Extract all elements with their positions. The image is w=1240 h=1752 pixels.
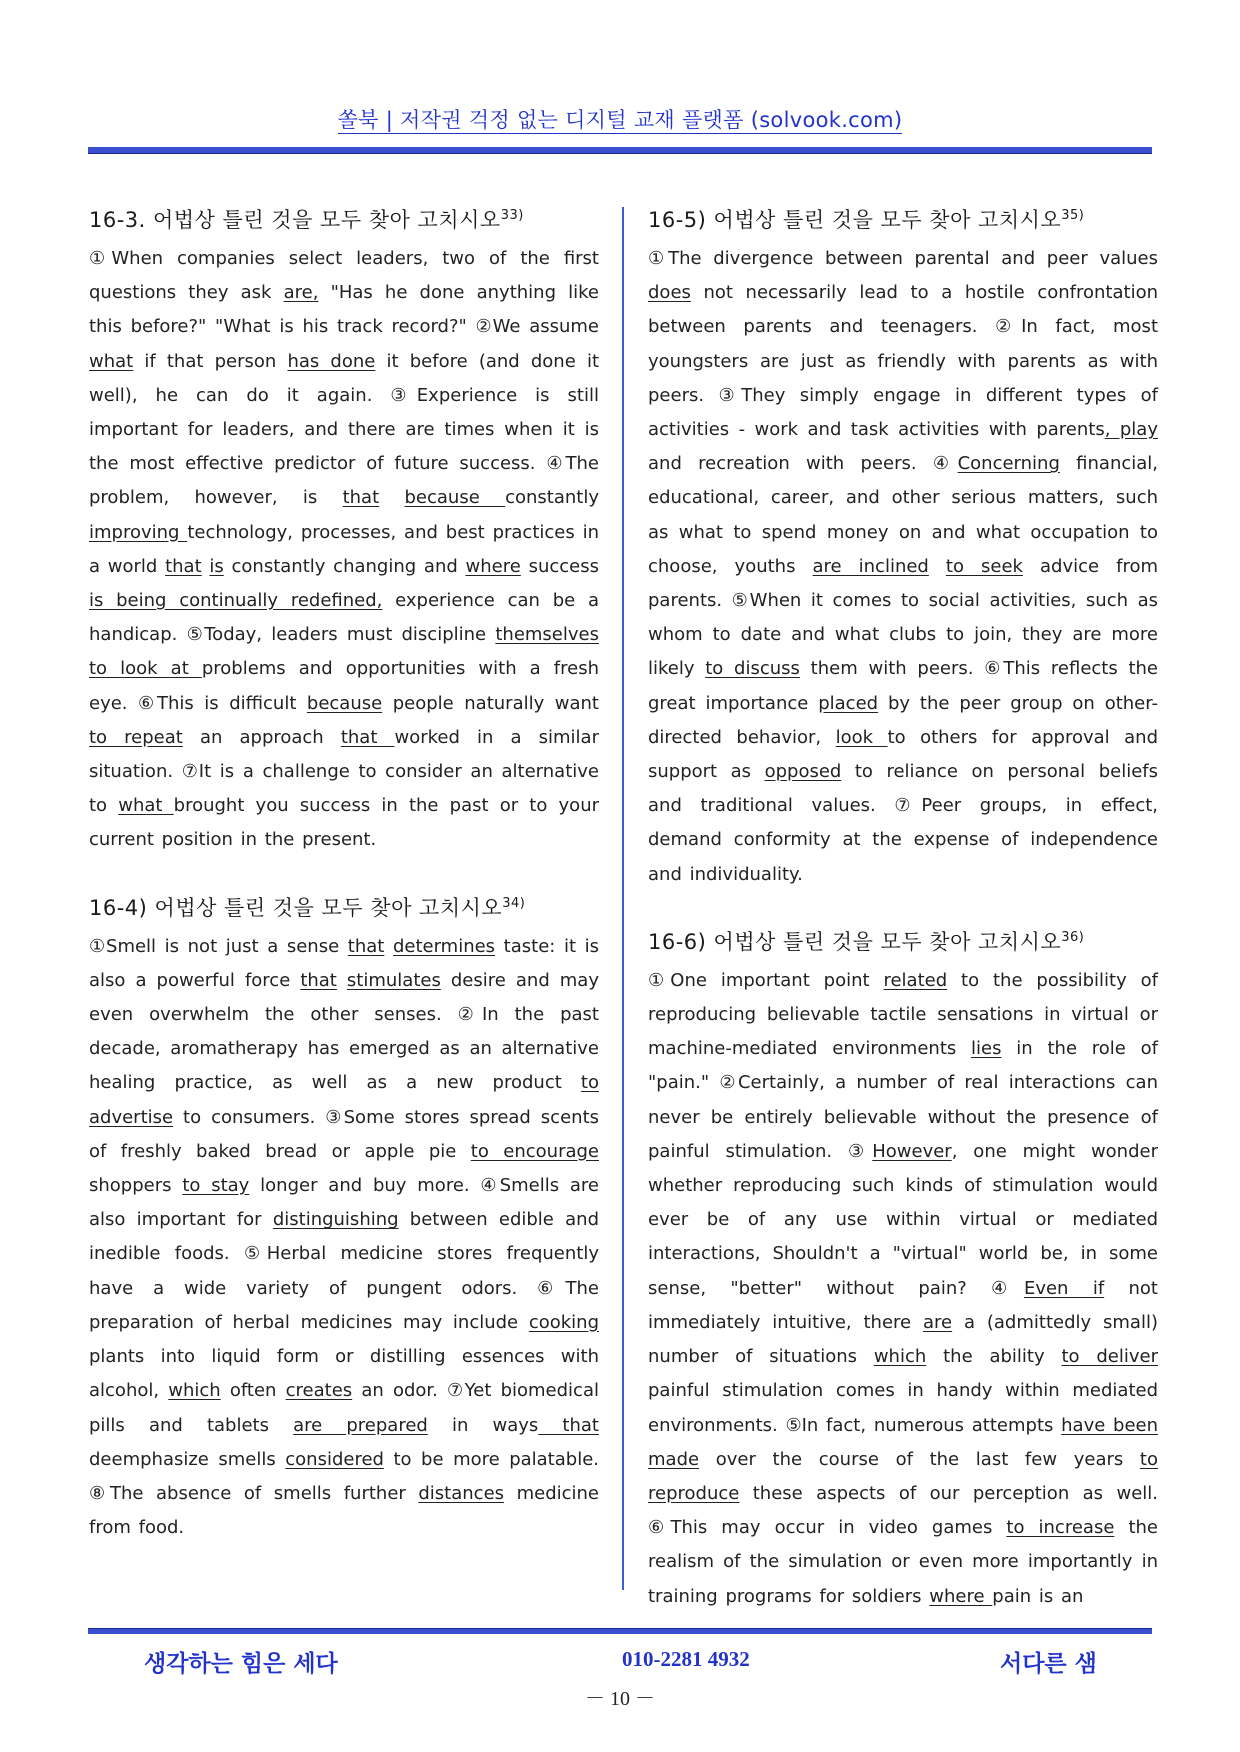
bottom-rule <box>88 1628 1152 1634</box>
text-run: deemphasize smells <box>89 1448 286 1470</box>
underlined-phrase: creates <box>285 1380 353 1402</box>
text-run: not necessarily lead to a hostile confrontation between parents and teenagers. ②In fact, most youngsters are just as friendly with parents as with peers. ③They simply engage in different types of activities - work and task activities with parents <box>648 282 1158 441</box>
underlined-phrase: to increase <box>1006 1517 1115 1539</box>
text-run: often <box>220 1380 286 1402</box>
text-run: brought you success in the past or to your current position in the present. <box>89 795 599 851</box>
underlined-phrase: to seek <box>945 555 1023 577</box>
question-title-16-4: 16-4) 어법상 틀린 것을 모두 찾아 고치시오$^{34)}$ <box>89 895 526 920</box>
text-run: worked in a similar situation. ⑦It is a challenge to consider an alternative to <box>89 726 599 817</box>
text-run: people naturally want <box>382 692 599 714</box>
underlined-phrase: distinguishing <box>272 1209 399 1231</box>
text-run: experience can be a handicap. ⑤Today, leaders must discipline <box>89 590 599 646</box>
text-run: these aspects of our perception as well. ⑥This may occur in video games <box>648 1482 1158 1539</box>
question-title-16-6: 16-6) 어법상 틀린 것을 모두 찾아 고치시오$^{36)}$ <box>648 929 1085 954</box>
header-link-text[interactable]: 쏠북 | 저작권 걱정 없는 디지털 교재 플랫폼 (solvook.com) <box>337 108 903 132</box>
text-run: to the possibility of reproducing believable tactile sensations in virtual or machine-mediated environments <box>648 969 1158 1060</box>
underlined-phrase: Even if <box>1023 1277 1105 1299</box>
underlined-phrase: are prepared <box>293 1414 428 1436</box>
footnote-ref: 36) <box>1061 929 1085 945</box>
page-number: － 10 － <box>585 1688 655 1710</box>
text-run: in the role of "pain." ②Certainly, a number of real interactions can never be entirely believable without the presence of painful stimulation. ③ <box>648 1038 1159 1162</box>
text-run: not immediately intuitive, there <box>648 1277 1158 1333</box>
underlined-phrase: that <box>340 726 395 748</box>
text-run: technology, processes, and best practices in a world <box>89 521 599 577</box>
text-run: and recreation with peers. ④ <box>648 453 958 475</box>
right-column <box>648 200 1158 1644</box>
text-run: painful stimulation comes in handy within mediated environments. ⑤In fact, numerous attempts <box>648 1380 1158 1436</box>
underlined-phrase: cooking <box>528 1311 599 1333</box>
underlined-phrase: to advertise <box>89 1072 599 1128</box>
text-run: a (admittedly small) number of situations <box>648 1311 1158 1368</box>
underlined-phrase: to repeat <box>89 726 183 748</box>
text-run: to reliance on personal beliefs and traditional values. ⑦Peer groups, in effect, demand conformity at the expense of independence and individuality. <box>648 761 1158 885</box>
question-body-16-5 <box>648 242 1158 892</box>
footer <box>0 1645 1240 1685</box>
underlined-phrase: which <box>873 1346 927 1368</box>
text-run: it before (and done it well), he can do it again. ③Experience is still important for leaders, and there are times when it is the most effective predictor of future success. ④The problem, however, is <box>89 350 600 509</box>
underlined-phrase: to encourage <box>470 1140 599 1162</box>
text-run: over the course of the last few years <box>699 1448 1140 1470</box>
header-link[interactable] <box>0 104 1240 134</box>
text-run: medicine from food. <box>89 1482 600 1539</box>
underlined-phrase: determines <box>392 935 496 957</box>
text-run: an odor. ⑦Yet biomedical pills and tablets <box>89 1380 599 1436</box>
underlined-phrase: related <box>883 969 948 991</box>
text-run: financial, educational, career, and other serious matters, such as what to spend money on and what occupation to choose, youths <box>648 453 1159 577</box>
question-title-16-3: 16-3. 어법상 틀린 것을 모두 찾아 고치시오$^{33)}$ <box>89 208 524 232</box>
text-run: plants into liquid form or distilling essences with alcohol, <box>89 1346 599 1402</box>
underlined-phrase: have been made <box>648 1414 1158 1470</box>
underlined-phrase: distances <box>418 1482 505 1504</box>
question-body-16-4 <box>89 930 599 1546</box>
underlined-phrase: which <box>168 1380 221 1402</box>
text-run: pain is an <box>992 1585 1084 1607</box>
underlined-phrase: considered <box>285 1448 384 1470</box>
text-run: ①When companies select leaders, two of the first questions they ask <box>89 248 599 304</box>
column-divider <box>622 207 624 1590</box>
text-run: advice from parents. ⑤When it comes to social activities, such as whom to date and what clubs to join, they are more likely <box>648 555 1159 680</box>
underlined-phrase: improving <box>89 521 188 543</box>
underlined-phrase: , play <box>1104 419 1158 441</box>
underlined-phrase: does <box>648 282 691 304</box>
underlined-phrase: is <box>209 555 224 577</box>
text-run: success <box>520 555 599 577</box>
underlined-phrase: are inclined <box>812 555 929 577</box>
underlined-phrase: where <box>465 555 521 577</box>
underlined-phrase: that <box>300 969 337 991</box>
text-run: ①Smell is not just a sense <box>89 935 348 957</box>
text-run: in ways <box>427 1414 539 1436</box>
underlined-phrase: to discuss <box>705 658 800 680</box>
text-run: ①One important point <box>648 969 884 991</box>
text-run: to others for approval and support as <box>648 726 1158 783</box>
underlined-phrase: placed <box>818 692 879 714</box>
footer-slogan: 생각하는 힘은 세다 <box>144 1651 338 1677</box>
text-run: "Has he done anything like this before?" "What is his track record?" ②We assume <box>89 282 600 338</box>
underlined-phrase: are <box>923 1311 953 1333</box>
underlined-phrase: to reproduce <box>648 1448 1158 1504</box>
underlined-phrase: to look at <box>89 658 202 680</box>
top-rule <box>88 147 1152 154</box>
underlined-phrase: However <box>872 1140 952 1162</box>
underlined-phrase: to deliver <box>1061 1346 1158 1368</box>
text-run: if that person <box>133 350 288 372</box>
underlined-phrase: that <box>347 935 385 957</box>
text-run: them with peers. ⑥This reflects the great importance <box>648 658 1158 714</box>
text-run: the ability <box>926 1346 1062 1368</box>
footer-phone: 010-2281 4932 <box>622 1647 750 1671</box>
footer-author: 서다른 샘 <box>1000 1651 1097 1677</box>
underlined-phrase: Concerning <box>957 453 1060 475</box>
underlined-phrase: what <box>89 350 134 372</box>
underlined-phrase: has done <box>287 350 376 372</box>
text-run: the realism of the simulation or even more importantly in training programs for soldiers <box>648 1517 1158 1607</box>
text-run <box>929 556 946 577</box>
text-run <box>379 487 404 508</box>
underlined-phrase: themselves <box>495 624 599 646</box>
text-run: problems and opportunities with a fresh eye. ⑥This is difficult <box>89 658 599 714</box>
text-run: to be more palatable. ⑧The absence of smells further <box>89 1448 599 1504</box>
underlined-phrase: where <box>929 1585 993 1607</box>
question-body-16-3 <box>89 242 599 858</box>
underlined-phrase: are, <box>283 282 319 304</box>
text-run <box>337 970 347 991</box>
underlined-phrase: to stay <box>182 1175 250 1197</box>
text-run: an approach <box>182 726 341 748</box>
text-run: taste: it is also a powerful force <box>89 935 599 991</box>
underlined-phrase: is being continually redefined, <box>89 590 383 612</box>
text-run: , one might wonder whether reproducing such kinds of stimulation would ever be of any use within virtual or mediated interactions, Shouldn't a "virtual" world be, in some sense, "better" without pain? ④ <box>648 1140 1158 1299</box>
text-run: ①The divergence between parental and peer values <box>648 248 1158 269</box>
underlined-phrase: because <box>306 692 383 714</box>
question-body-16-6 <box>648 964 1158 1614</box>
text-run: longer and buy more. ④Smells are also important for <box>89 1175 599 1231</box>
underlined-phrase: because <box>404 487 506 509</box>
underlined-phrase: look <box>835 726 888 748</box>
text-run: by the peer group on other-directed behavior, <box>648 692 1158 748</box>
text-run: desire and may even overwhelm the other senses. ②In the past decade, aromatherapy has emerged as an alternative healing practice, as well as a new product <box>89 969 599 1094</box>
underlined-phrase: what <box>118 795 174 817</box>
text-run: shoppers <box>89 1175 183 1197</box>
underlined-phrase: that <box>342 487 380 509</box>
underlined-phrase: lies <box>971 1038 1002 1060</box>
text-run: constantly <box>505 487 599 509</box>
text-run: constantly changing and <box>223 555 466 577</box>
footnote-ref: 35) <box>1061 208 1085 223</box>
underlined-phrase: that <box>538 1414 599 1436</box>
footnote-ref: 33) <box>500 208 524 223</box>
footnote-ref: 34) <box>502 895 526 911</box>
text-run: between edible and inedible foods. ⑤Herbal medicine stores frequently have a wide variety of pungent odors. ⑥The preparation of herbal medicines may include <box>89 1209 599 1333</box>
text-run: to consumers. ③Some stores spread scents of freshly baked bread or apple pie <box>89 1106 599 1162</box>
question-title-16-5: 16-5) 어법상 틀린 것을 모두 찾아 고치시오$^{35)}$ <box>648 208 1085 232</box>
underlined-phrase: that <box>165 555 202 577</box>
underlined-phrase: stimulates <box>346 969 441 991</box>
underlined-phrase: opposed <box>764 761 842 783</box>
text-run <box>384 936 393 957</box>
left-column <box>89 200 599 1575</box>
